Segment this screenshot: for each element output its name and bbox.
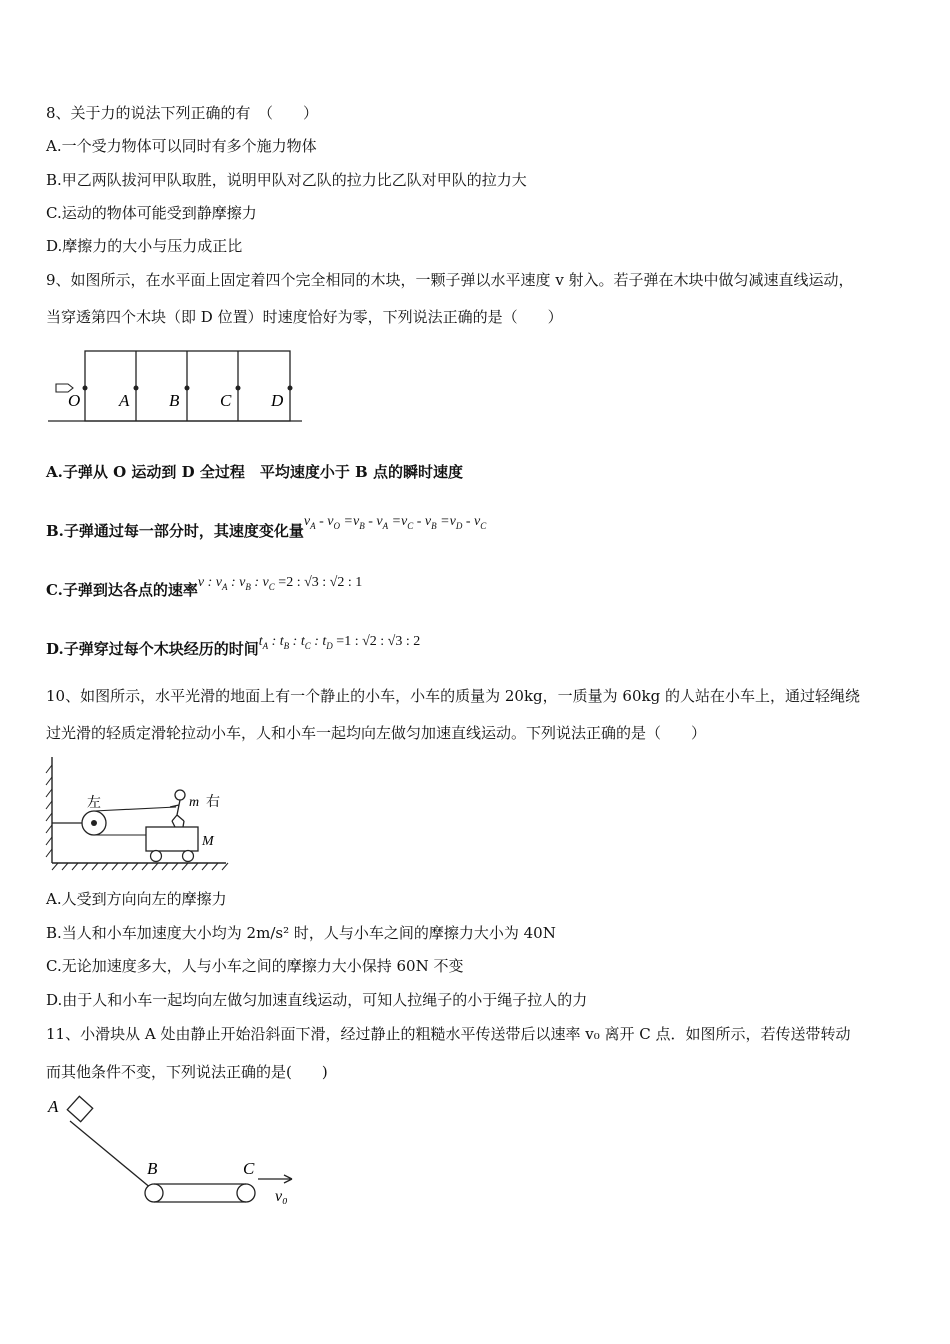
label-m: m — [189, 795, 200, 810]
q9-option-c — [46, 575, 363, 606]
label-v0: v₀ — [275, 1188, 288, 1205]
q10-option-c: C.无论加速度多大，人与小车之间的摩擦力大小保持 60N 不变 — [46, 957, 464, 975]
label-b: B — [169, 391, 180, 410]
q8-stem: 8、关于力的说法下列正确的有 （ ） — [46, 104, 319, 122]
label-o: O — [68, 391, 81, 410]
q8-option-c: C.运动的物体可能受到静摩擦力 — [46, 204, 257, 222]
q9-option-c-text: C.子弹到达各点的速率 — [46, 581, 198, 599]
q9-option-a: A.子弹从 O 运动到 D 全过程 平均速度小于 B 点的瞬时速度 — [46, 463, 463, 481]
label-b: B — [147, 1159, 158, 1178]
q10-stem-line1: 10、如图所示，水平光滑的地面上有一个静止的小车，小车的质量为 20kg，一质量为 60kg 的人站在小车上，通过轻绳绕 — [46, 687, 860, 705]
q10-cart-pulley-figure — [44, 755, 234, 875]
q9-option-b-text: B.子弹通过每一部分时，其速度变化量 — [46, 522, 304, 540]
label-c: C — [220, 391, 232, 410]
person-icon — [170, 790, 185, 827]
q9-option-d — [46, 634, 421, 665]
label-c: C — [243, 1159, 255, 1178]
q8-option-d: D.摩擦力的大小与压力成正比 — [46, 237, 243, 255]
q11-stem-line2: 而其他条件不变，下列说法正确的是( ) — [46, 1063, 328, 1081]
q9-stem-line2: 当穿透第四个木块（即 D 位置）时速度恰好为零，下列说法正确的是（ ） — [46, 308, 563, 326]
q10-option-b: B.当人和小车加速度大小均为 2m/s² 时，人与小车之间的摩擦力大小为 40N — [46, 924, 556, 942]
q9-stem-line1: 9、如图所示，在水平面上固定着四个完全相同的木块，一颗子弹以水平速度 v 射入。若子弹在木块中做匀减速直线运动， — [46, 271, 854, 289]
q9-option-c-formula: v : $v_A$ : $v_B$ : $v_C =2$ : √3 : √2 : 1 — [197, 575, 363, 592]
q9-option-d-text: D.子弹穿过每个木块经历的时间 — [46, 640, 259, 658]
q11-incline-conveyor-figure — [46, 1093, 306, 1218]
cart-body — [146, 827, 198, 851]
q9-option-d-formula: $t_A$ : $t_B$ : $t_C$ : $t_D =1$ : √2 : √3 : 2 — [258, 634, 421, 651]
q8-option-b: B.甲乙两队拔河甲队取胜，说明甲队对乙队的拉力比乙队对甲队的拉力大 — [46, 171, 527, 189]
q10-stem-line2: 过光滑的轻质定滑轮拉动小车，人和小车一起均向左做匀加速直线运动。下列说法正确的是（ ） — [46, 724, 707, 742]
label-d: D — [271, 391, 284, 410]
q10-option-a: A.人受到方向向左的摩擦力 — [46, 890, 227, 908]
q9-option-b-formula: $v_A - v_O =v_B - v_A =v_C - v_B =v_D - v_C$ — [303, 514, 487, 531]
q9-option-b — [46, 514, 487, 547]
label-big-m: M — [202, 834, 214, 849]
q11-stem-line1: 11、小滑块从 A 处由静止开始沿斜面下滑，经过静止的粗糙水平传送带后以速率 v₀ 离开 C 点．如图所示，若传送带转动 — [46, 1025, 851, 1043]
q8-option-a: A.一个受力物体可以同时有多个施力物体 — [46, 137, 317, 155]
label-right: 右 — [206, 795, 220, 810]
slider-block-icon — [67, 1096, 92, 1121]
label-left: 左 — [87, 796, 101, 811]
q9-wood-blocks-figure — [48, 348, 308, 428]
q10-option-d: D.由于人和小车一起均向左做匀加速直线运动，可知人拉绳子的小于绳子拉人的力 — [46, 991, 588, 1009]
label-a: A — [119, 391, 130, 410]
label-a: A — [48, 1097, 59, 1116]
